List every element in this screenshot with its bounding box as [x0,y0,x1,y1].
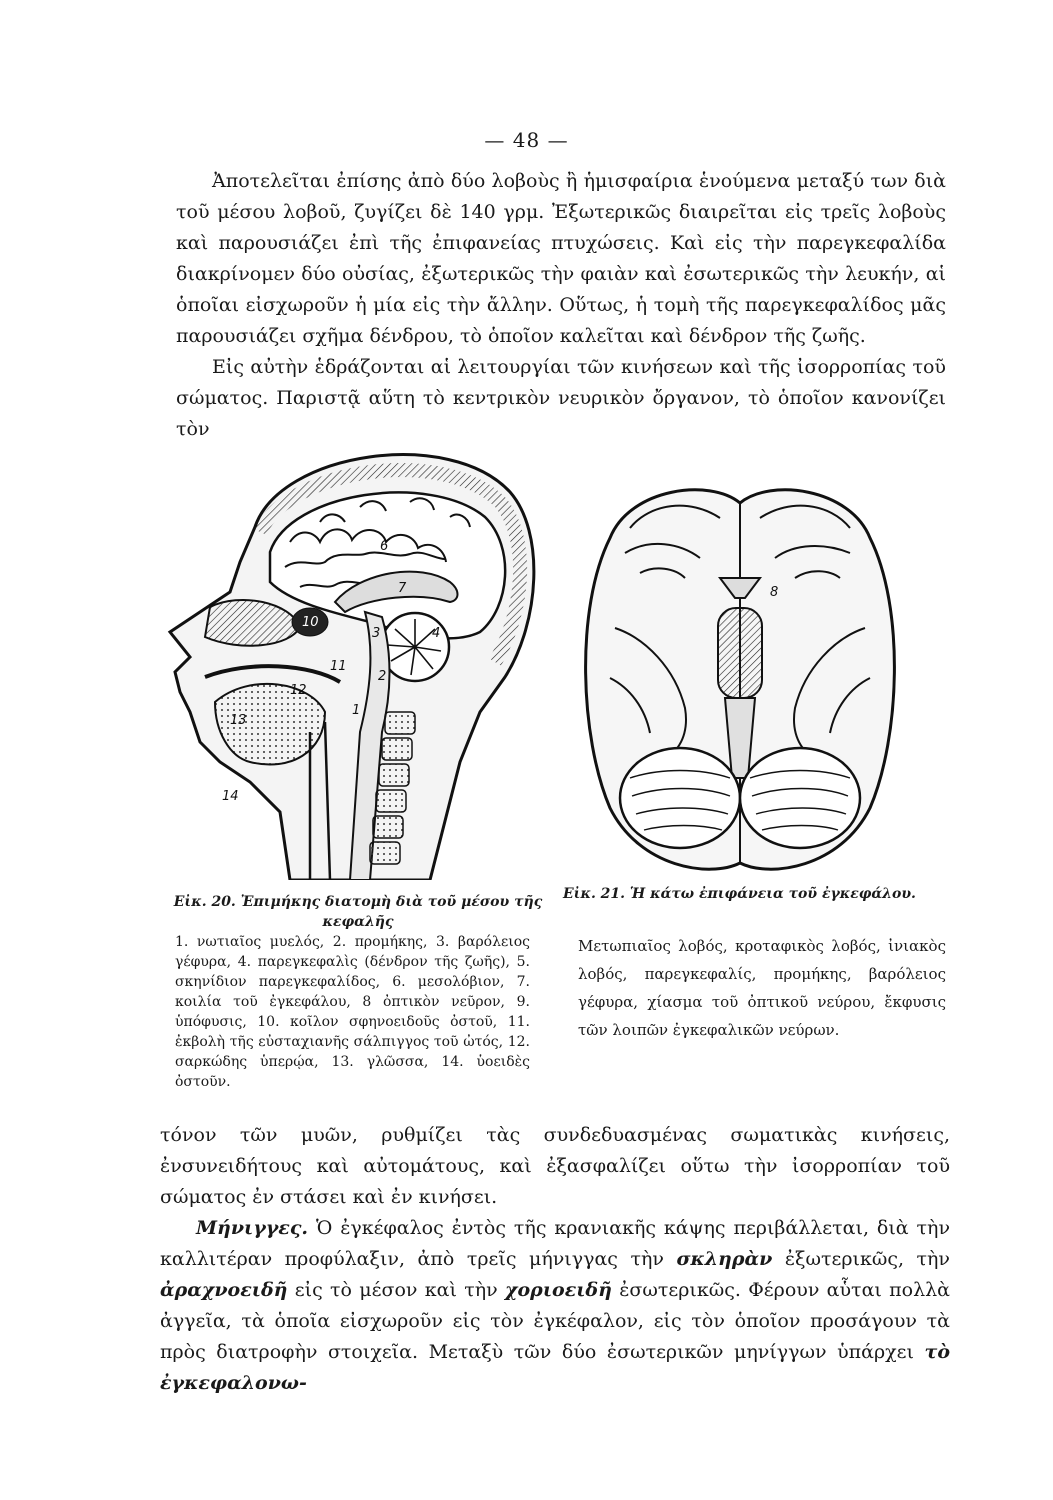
bottom-text-block [160,1120,950,1399]
page-number: — 48 — [484,128,569,152]
fig20-label-1: 1 [352,703,361,718]
fig20-label-7: 7 [398,581,407,596]
fig20-label-4: 4 [432,626,441,641]
figure20-caption-title: Εἰκ. 20. Ἐπιμήκης διατομὴ διὰ τοῦ μέσου τῆς κεφαλῆς [173,894,543,930]
fig20-label-3: 3 [372,626,381,641]
fig20-label-10: 10 [302,615,319,630]
figure20-caption-body: 1. νωτιαῖος μυελός, 2. προμήκης, 3. βαρόλειος γέφυρα, 4. παρεγκεφαλὶς (δένδρον τῆς ζωῆς), 5. σκηνίδιον παρεγκεφαλίδος, 6. μεσολόβιον, 7. κοιλία τοῦ ἐγκεφάλου, 8 ὀπτικὸν νεῦρον, 9. ὑπόφυσις, 10. κοῖλον σφηνοειδοῦς ὀστοῦ, 11. ἐκβολὴ τῆς εὐσταχιανῆς σάλπιγγος τοῦ ὠτός, 12. σαρκώδης ὑπερῴα, 13. γλῶσσα, 14. ὑοειδὲς ὀστοῦν. [175,934,530,1090]
term-arachnoid: ἀραχνοειδῆ [160,1279,288,1301]
fig20-label-6: 6 [380,539,389,554]
top-text-block [176,166,946,445]
meninges-text-b: ἐξωτερικῶς, τὴν [772,1248,950,1270]
pons [718,608,762,698]
fig21-label-8: 8 [770,585,779,600]
head-section-illustration [160,432,545,880]
figure21-caption-body: Μετωπιαῖος λοβός, κροταφικὸς λοβός, ἰνιακὸς λοβός, παρεγκεφαλίς, προμήκης, βαρόλειος γέφυρα, χίασμα τοῦ ὀπτικοῦ νεύρου, ἔκφυσις τῶν λοιπῶν ἐγκεφαλικῶν νεύρων. [578,937,946,1039]
bottom-paragraph-2 [160,1213,950,1399]
term-pia: χοριοειδῆ [505,1279,612,1301]
fig20-label-11: 11 [330,659,347,674]
meninges-text-a: Ὁ ἐγκέφαλος ἐντὸς τῆς κρανιακῆς κάψης περιβάλλεται, διὰ τὴν καλλιτέραν προφύλαξιν, ἀπὸ τρεῖς μήνιγγας τὴν [160,1217,950,1270]
fig20-label-13: 13 [230,713,247,728]
cerebellum-left [620,748,740,848]
meninges-text-d: ἐσωτερικῶς. Φέρουν αὗται πολλὰ ἀγγεῖα, τὰ ὁποῖα εἰσχωροῦν εἰς τὸν ἐγκέφαλον, εἰς τὸν ὁποῖον προσάγουν τὰ πρὸς διατροφὴν στοιχεῖα. Μεταξὺ τῶν δύο ἐσωτερικῶν μηνίγγων ὑπάρχει [160,1279,951,1363]
term-cerebrospinal: τὸ ἐγκεφαλονω- [160,1341,950,1394]
term-meninges: Μήνιγγες. [196,1217,309,1239]
cerebellum-right [740,748,860,848]
term-dura: σκληρὰν [676,1248,773,1270]
top-paragraph-1: Ἀποτελεῖται ἐπίσης ἀπὸ δύο λοβοὺς ἢ ἡμισφαίρια ἑνούμενα μεταξύ των διὰ τοῦ μέσου λοβοῦ, ζυγίζει δὲ 140 γρμ. Ἐξωτερικῶς διαιρεῖται εἰς τρεῖς λοβοὺς καὶ παρουσιάζει ἐπὶ τῆς ἐπιφανείας πτυχώσεις. Καὶ εἰς τὴν παρεγκεφαλίδα διακρίνομεν δύο οὐσίας, ἐξωτερικῶς τὴν φαιὰν καὶ ἐσωτερικῶς τὴν λευκήν, αἱ ὁποῖαι εἰσχωροῦν ἡ μία εἰς τὴν ἄλλην. Οὕτως, ἡ τομὴ τῆς παρεγκεφαλίδος μᾶς παρουσιάζει σχῆμα δένδρου, τὸ ὁποῖον καλεῖται καὶ δένδρον τῆς ζωῆς. [176,170,946,347]
fig20-label-2: 2 [378,669,387,684]
brain-underside-illustration [570,478,910,878]
bottom-paragraph-1: τόνον τῶν μυῶν, ρυθμίζει τὰς συνδεδυασμένας σωματικὰς κινήσεις, ἐνσυνειδήτους καὶ αὐτομάτους, καὶ ἐξασφαλίζει οὕτω τὴν ἰσορροπίαν τοῦ σώματος ἐν στάσει καὶ ἐν κινήσει. [160,1124,950,1208]
top-paragraph-2: Εἰς αὐτὴν ἑδράζονται αἱ λειτουργίαι τῶν κινήσεων καὶ τῆς ἰσορροπίας τοῦ σώματος. Παριστᾷ αὕτη τὸ κεντρικὸν νευρικὸν ὄργανον, τὸ ὁποῖον κανονίζει τὸν [176,356,946,440]
meninges-text-c: εἰς τὸ μέσον καὶ τὴν [287,1279,506,1301]
figure-head-sagittal-section [160,432,545,880]
fig20-label-12: 12 [290,683,307,698]
figure21-caption-title: Εἰκ. 21. Ἡ κάτω ἐπιφάνεια τοῦ ἐγκεφάλου. [563,886,916,902]
fig20-label-14: 14 [222,789,239,804]
figure-brain-inferior-surface [570,478,910,878]
